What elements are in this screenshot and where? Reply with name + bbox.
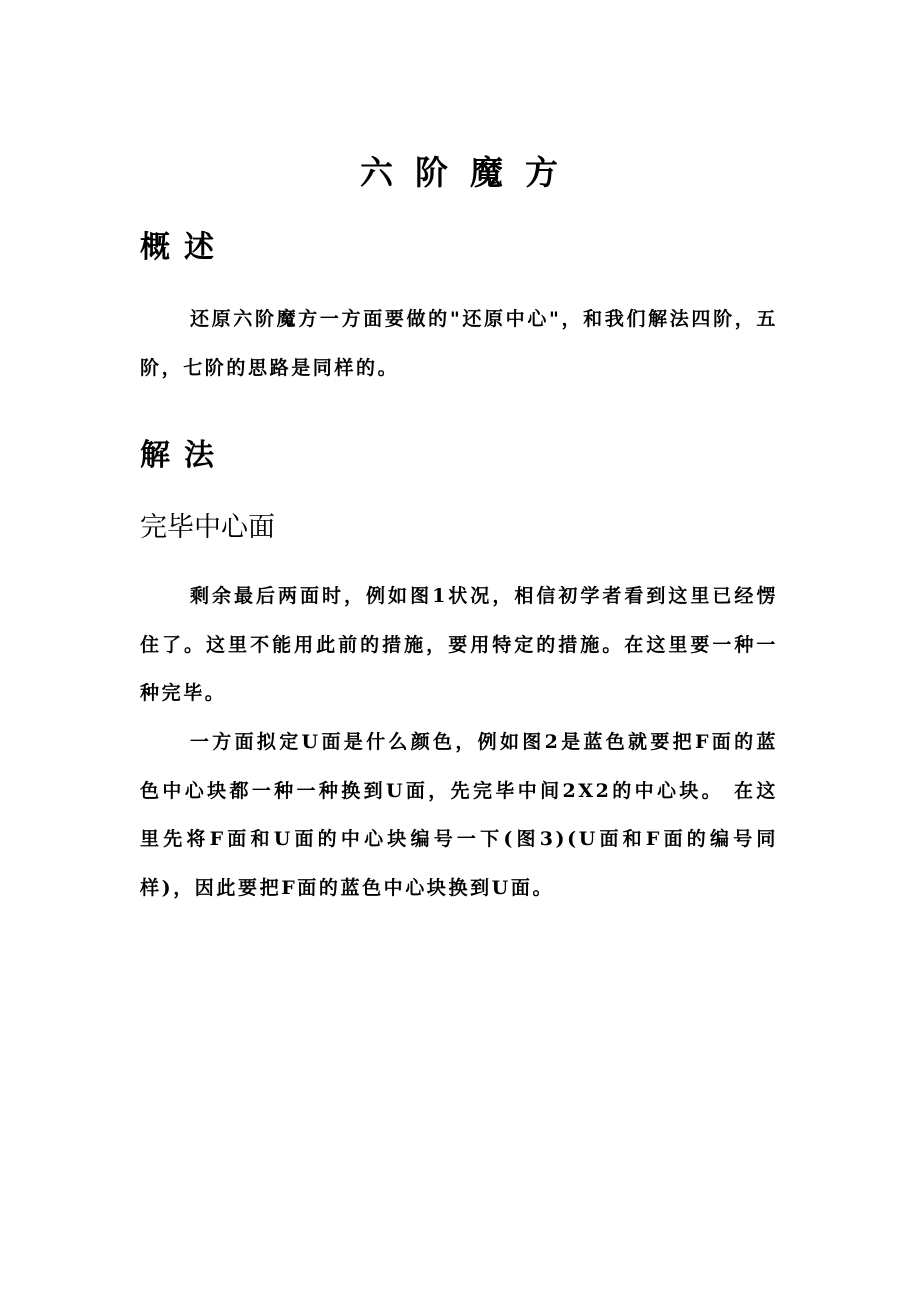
center-paragraph-2: 一方面拟定U面是什么颜色，例如图2是蓝色就要把F面的蓝色中心块都一种一种换到U面，先完毕中间2X2的中心块。 在这里先将F面和U面的中心块编号一下(图3)(U面和F面的编号同样)，因此要把F面的蓝色中心块换到U面。 — [140, 731, 778, 899]
overview-paragraph: 还原六阶魔方一方面要做的"还原中心"，和我们解法四阶，五阶，七阶的思路是同样的。 — [140, 308, 778, 379]
document-title: 六阶魔方 — [360, 153, 580, 192]
subsection-heading-center: 完毕中心面 — [140, 512, 275, 543]
center-paragraph-1: 剩余最后两面时，例如图1状况，相信初学者看到这里已经愣住了。这里不能用此前的措施，要用特定的措施。在这里要一种一种完毕。 — [140, 585, 778, 704]
section-heading-solution: 解法 — [140, 438, 228, 473]
section-heading-overview: 概述 — [140, 230, 228, 265]
